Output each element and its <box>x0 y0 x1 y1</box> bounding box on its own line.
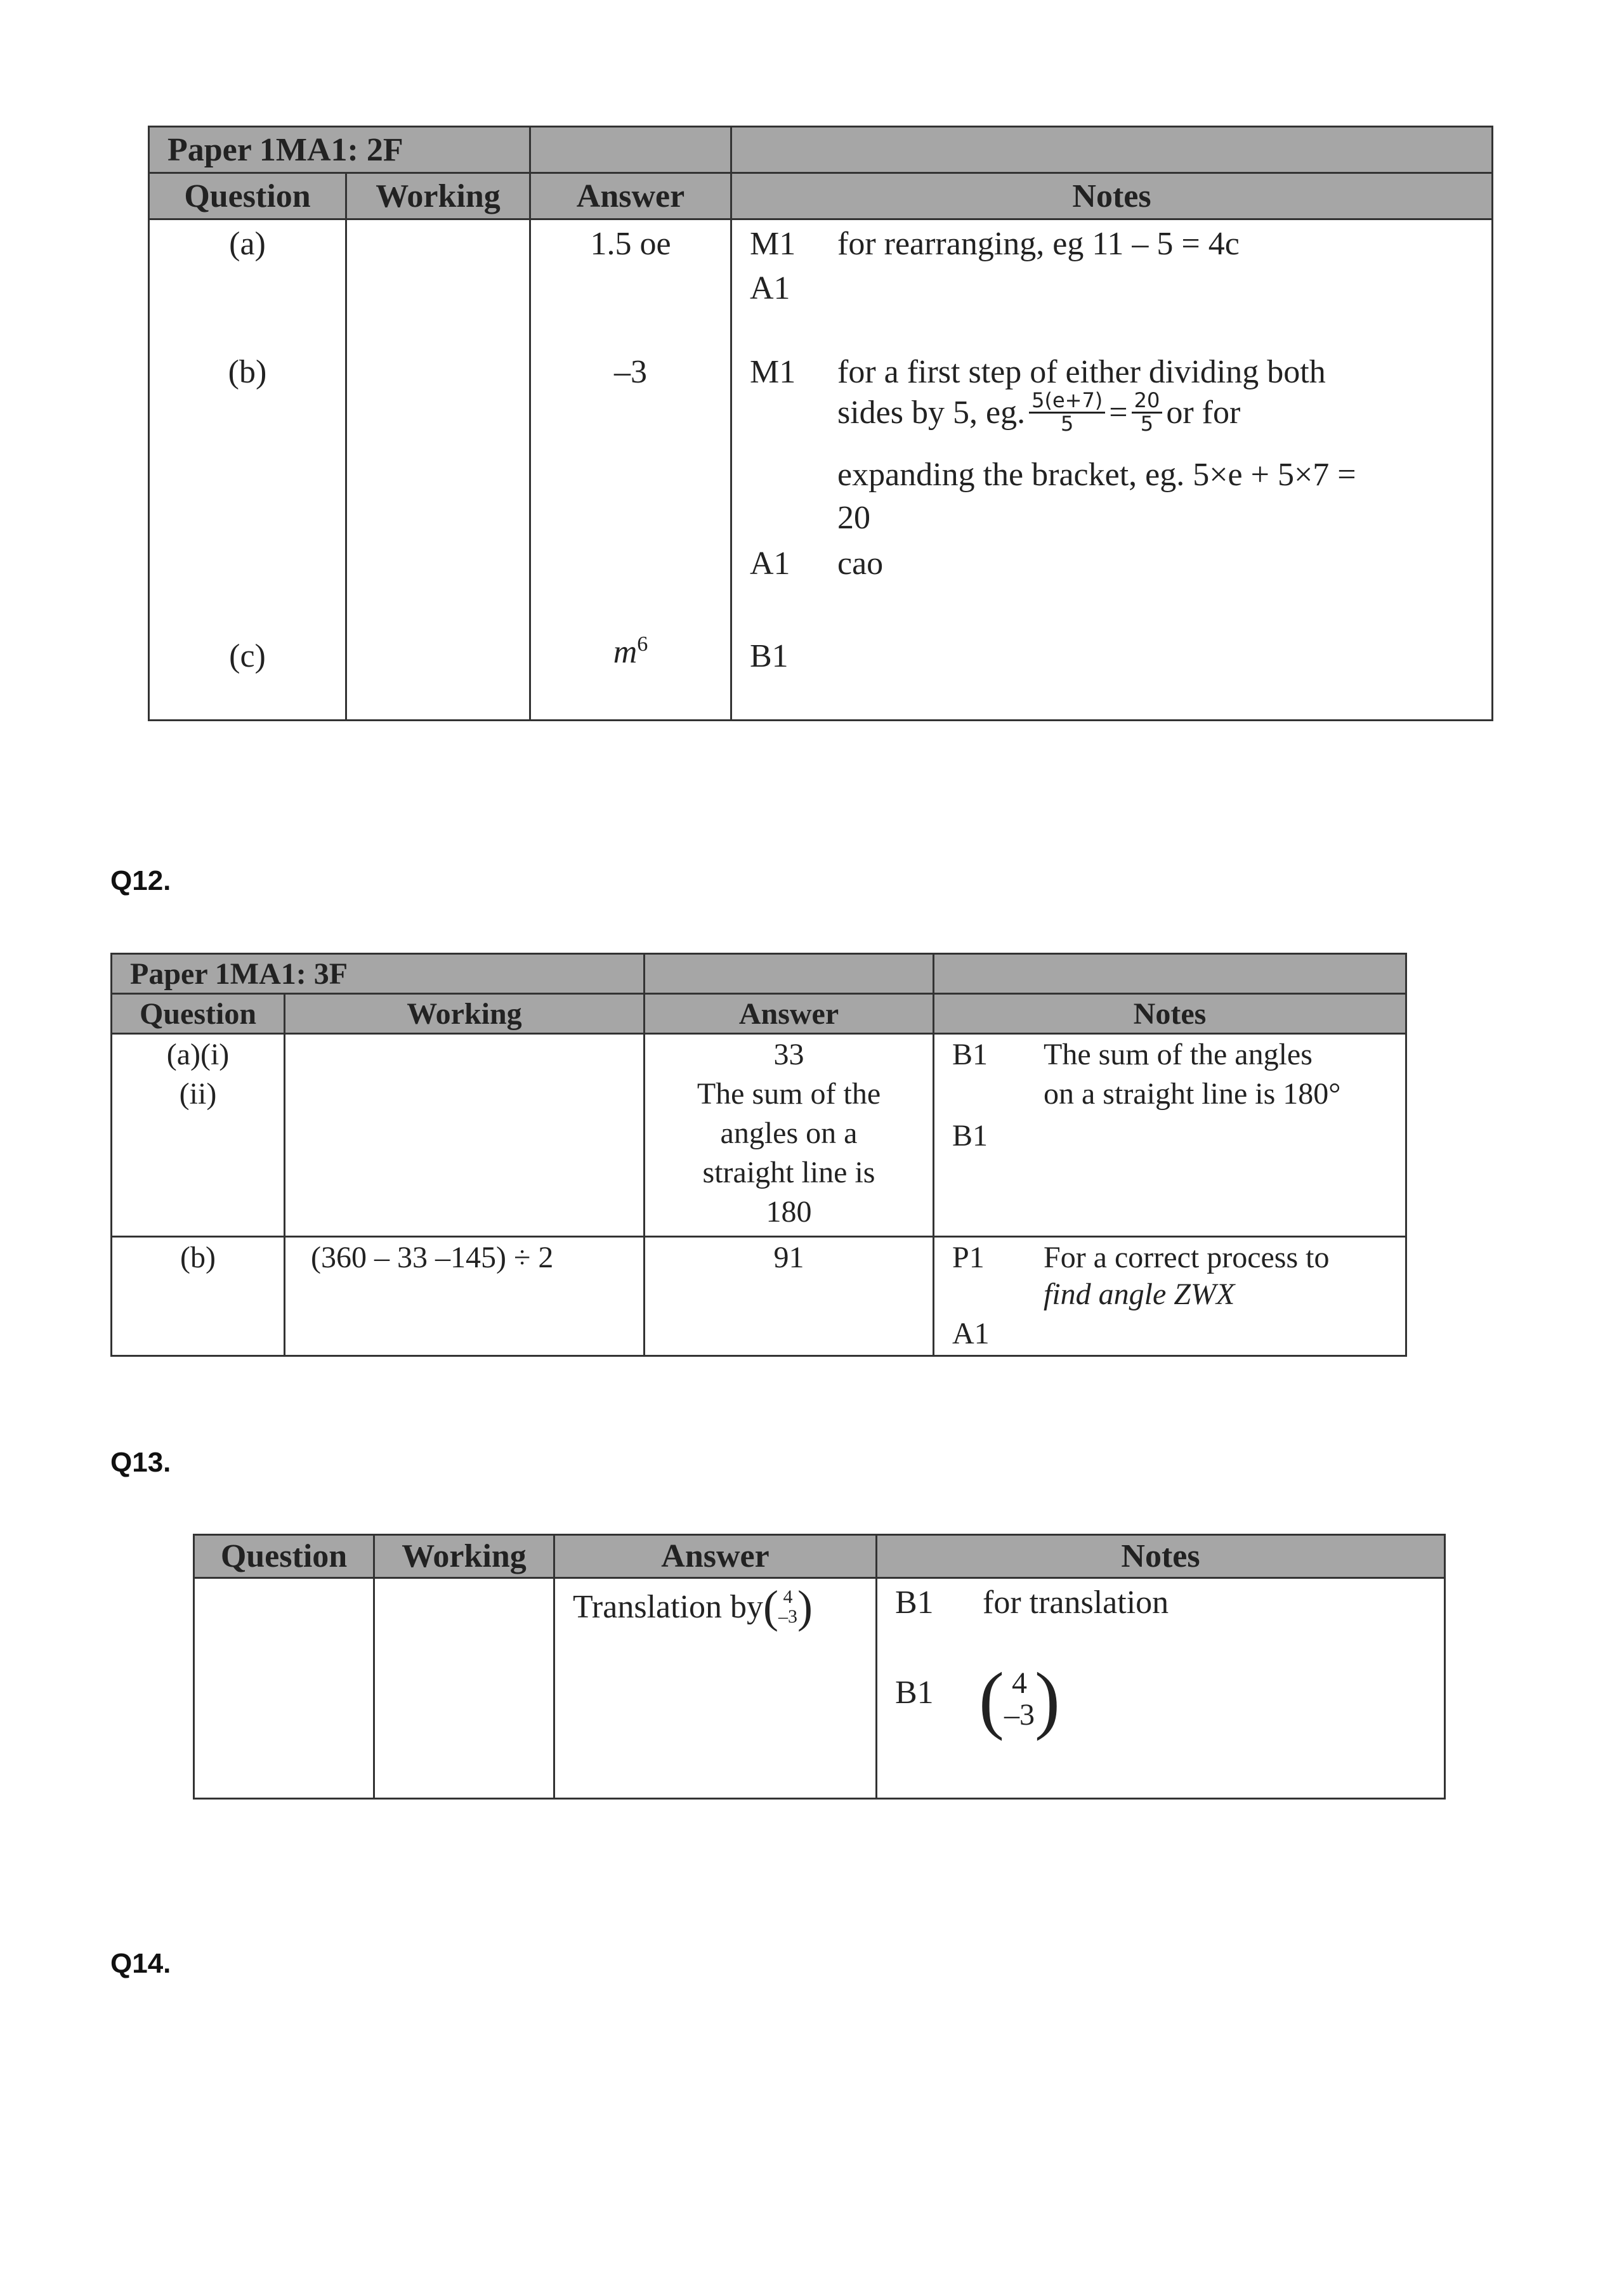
mark-note: for rearranging, eg 11 – 5 = 4c <box>837 226 1240 262</box>
question-cell <box>149 219 346 721</box>
column-header-notes: Notes <box>877 1535 1445 1578</box>
mark-code: B1 <box>952 1038 988 1071</box>
mark-note: sides by 5, eg. $\frac{5(e+7)}{5}$ = $\frac{20}{5}$ or for <box>837 388 1241 436</box>
fraction: $\frac{20}{5}$ <box>1132 390 1163 434</box>
markscheme-table-2f <box>148 126 1493 721</box>
mark-note: on a straight line is 180° <box>1044 1077 1341 1111</box>
notes-cell <box>934 1034 1406 1237</box>
answer-value: Translation by ( 4 –3 ) <box>573 1581 813 1632</box>
mark-note: For a correct process to <box>1044 1241 1330 1274</box>
column-vector: ( 4 –3 ) <box>763 1581 813 1632</box>
markscheme-table-q13 <box>193 1534 1446 1800</box>
column-header-question: Question <box>149 173 346 219</box>
column-vector: ( 4 –3 ) <box>979 1657 1060 1741</box>
answer-value: 91 <box>773 1241 804 1274</box>
column-header-question: Question <box>194 1535 374 1578</box>
paper-title: Paper 1MA1: 2F <box>149 127 530 173</box>
notes-cell <box>731 219 1493 721</box>
mark-code: A1 <box>750 545 790 582</box>
column-header-working: Working <box>346 173 530 219</box>
notes-cell <box>877 1578 1445 1799</box>
question-cell <box>194 1578 374 1799</box>
question-number-label: Q14. <box>110 1948 171 1979</box>
header-blank-cell <box>934 954 1406 994</box>
mark-code: B1 <box>895 1584 934 1621</box>
column-header-answer: Answer <box>530 173 731 219</box>
mark-code: B1 <box>895 1675 934 1711</box>
answer-cell <box>645 1034 934 1237</box>
mark-note: cao <box>837 545 884 582</box>
mark-note: 20 <box>837 500 870 536</box>
answer-line: angles on a <box>720 1116 858 1150</box>
column-header-answer: Answer <box>645 994 934 1034</box>
working-text: (360 – 33 –145) ÷ 2 <box>311 1241 554 1274</box>
working-cell <box>285 1034 645 1237</box>
mark-note: The sum of the angles <box>1044 1038 1313 1071</box>
question-label: (a)(i) <box>166 1038 230 1071</box>
column-header-notes: Notes <box>731 173 1493 219</box>
markscheme-table-3f <box>110 953 1407 1357</box>
table-row <box>112 1237 1406 1356</box>
column-header-answer: Answer <box>554 1535 877 1578</box>
table-row <box>149 219 1493 721</box>
notes-cell <box>934 1237 1406 1356</box>
answer-line: 180 <box>766 1195 812 1229</box>
mark-code: M1 <box>750 354 796 390</box>
header-blank-cell <box>645 954 934 994</box>
question-label: (b) <box>180 1241 216 1274</box>
question-cell <box>112 1034 285 1237</box>
working-cell <box>374 1578 554 1799</box>
mark-note: find angle ZWX <box>1044 1277 1235 1311</box>
fraction: $\frac{5(e+7)}{5}$ <box>1029 390 1105 434</box>
mark-note: for translation <box>983 1584 1169 1621</box>
answer-cell <box>554 1578 877 1799</box>
mark-note: expanding the bracket, eg. 5×e + 5×7 = <box>837 457 1356 493</box>
table-row <box>112 1034 1406 1237</box>
paper-title: Paper 1MA1: 3F <box>112 954 645 994</box>
column-header-question: Question <box>112 994 285 1034</box>
answer-cell <box>530 219 731 721</box>
mark-code: B1 <box>750 638 789 674</box>
answer-value: 1.5 oe <box>590 226 671 262</box>
answer-line: straight line is <box>702 1156 875 1189</box>
column-header-working: Working <box>285 994 645 1034</box>
answer-line: The sum of the <box>697 1077 881 1111</box>
question-label: (b) <box>228 354 267 390</box>
header-blank-cell <box>530 127 731 173</box>
mark-code: M1 <box>750 226 796 262</box>
mark-code: A1 <box>750 270 790 306</box>
answer-cell <box>645 1237 934 1356</box>
mark-code: P1 <box>952 1241 985 1274</box>
question-label: (a) <box>229 226 266 262</box>
mark-code: A1 <box>952 1317 990 1350</box>
question-number-label: Q13. <box>110 1447 171 1478</box>
question-cell <box>112 1237 285 1356</box>
answer-line: 33 <box>773 1038 804 1071</box>
column-header-notes: Notes <box>934 994 1406 1034</box>
working-cell <box>285 1237 645 1356</box>
answer-value: $m^6$ <box>613 632 648 670</box>
mark-note: for a first step of either dividing both <box>837 354 1326 390</box>
question-number-label: Q12. <box>110 865 171 896</box>
question-label: (ii) <box>179 1077 217 1111</box>
question-label: (c) <box>229 638 266 674</box>
answer-value: –3 <box>614 354 647 390</box>
working-cell <box>346 219 530 721</box>
header-blank-cell <box>731 127 1493 173</box>
mark-code: B1 <box>952 1119 988 1153</box>
table-row <box>194 1578 1445 1799</box>
column-header-working: Working <box>374 1535 554 1578</box>
